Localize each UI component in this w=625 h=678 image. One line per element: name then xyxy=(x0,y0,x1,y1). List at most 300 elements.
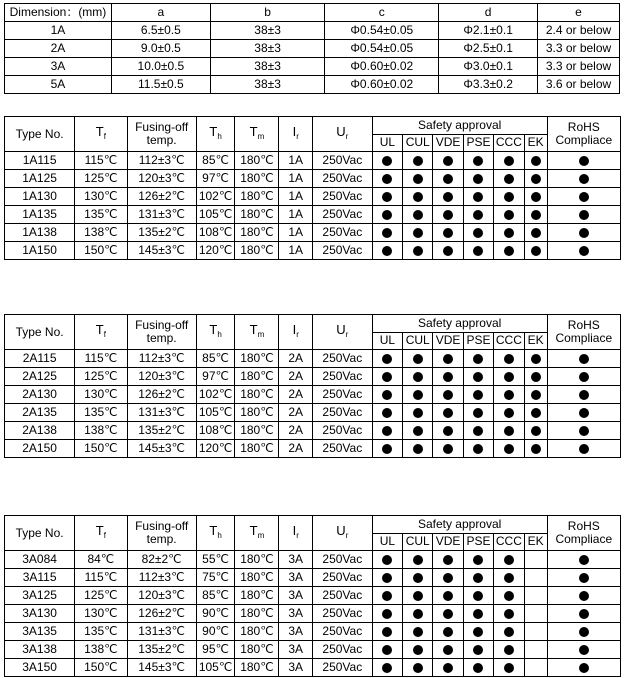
approval-cell xyxy=(372,170,402,188)
spec-header-row xyxy=(5,117,621,135)
dimension-header-cell: a xyxy=(111,4,210,22)
cell-th: 97℃ xyxy=(196,170,235,188)
approval-cell xyxy=(433,605,463,623)
cell-th: 120℃ xyxy=(196,242,235,260)
approval-cell xyxy=(372,641,402,659)
approval-dot-icon xyxy=(413,246,423,256)
approval-dot-icon xyxy=(443,192,453,202)
cell-ir: 3A xyxy=(279,605,313,623)
approval-dot-icon xyxy=(504,408,514,418)
approval-cell xyxy=(433,422,463,440)
cell-fus: 120±3℃ xyxy=(127,170,196,188)
dimension-cell: 3.6 or below xyxy=(538,76,620,94)
approval-dot-icon xyxy=(443,174,453,184)
approval-dot-icon xyxy=(443,372,453,382)
tf-header-subscript: f xyxy=(103,330,106,339)
approval-cell xyxy=(494,422,524,440)
cell-type: 3A084 xyxy=(5,551,75,569)
rohs-cell xyxy=(547,569,620,587)
approval-cell xyxy=(494,623,524,641)
approval-cell xyxy=(494,242,524,260)
approval-cell xyxy=(463,641,493,659)
agency-header: PSE xyxy=(463,332,493,350)
ir-header xyxy=(279,315,313,350)
cell-ur: 250Vac xyxy=(312,350,372,368)
cell-ur: 250Vac xyxy=(312,587,372,605)
rohs-dot-icon xyxy=(579,645,589,655)
approval-dot-icon xyxy=(443,390,453,400)
dimension-cell: 9.0±0.5 xyxy=(111,40,210,58)
approval-cell xyxy=(372,386,402,404)
spec-header-row xyxy=(5,516,621,534)
ur-header-symbol: U xyxy=(336,523,346,538)
tm-header-subscript: m xyxy=(257,132,265,141)
approval-cell xyxy=(494,224,524,242)
approval-cell xyxy=(524,422,547,440)
fusing-off-header: Fusing-off temp. xyxy=(127,117,196,152)
cell-fus: 131±3℃ xyxy=(127,404,196,422)
rohs-cell xyxy=(547,404,620,422)
approval-dot-icon xyxy=(382,246,392,256)
approval-dot-icon xyxy=(473,444,483,454)
spec-row xyxy=(5,152,621,170)
approval-cell xyxy=(463,152,493,170)
cell-th: 90℃ xyxy=(196,623,235,641)
cell-ir: 3A xyxy=(279,569,313,587)
approval-dot-icon xyxy=(473,627,483,637)
approval-dot-icon xyxy=(504,246,514,256)
approval-dot-icon xyxy=(504,444,514,454)
approval-dot-icon xyxy=(473,210,483,220)
rohs-dot-icon xyxy=(579,609,589,619)
cell-type: 3A130 xyxy=(5,605,75,623)
rohs-cell xyxy=(547,368,620,386)
approval-dot-icon xyxy=(443,210,453,220)
tm-header-subscript: m xyxy=(257,330,265,339)
approval-dot-icon xyxy=(504,354,514,364)
cell-tm: 180℃ xyxy=(235,224,279,242)
agency-header: VDE xyxy=(433,134,463,152)
approval-dot-icon xyxy=(382,663,392,673)
cell-ir: 1A xyxy=(279,170,313,188)
cell-th: 105℃ xyxy=(196,659,235,677)
approval-dot-icon xyxy=(531,156,541,166)
approval-cell xyxy=(463,404,493,422)
approval-dot-icon xyxy=(504,390,514,400)
rohs-dot-icon xyxy=(579,174,589,184)
approval-dot-icon xyxy=(443,408,453,418)
cell-tm: 180℃ xyxy=(235,350,279,368)
th-header-subscript: h xyxy=(217,531,222,540)
approval-dot-icon xyxy=(413,627,423,637)
cell-ir: 3A xyxy=(279,641,313,659)
cell-tm: 180℃ xyxy=(235,368,279,386)
approval-dot-icon xyxy=(473,663,483,673)
approval-cell xyxy=(524,569,547,587)
tm-header-symbol: T xyxy=(249,322,258,337)
approval-cell xyxy=(433,170,463,188)
cell-tf: 135℃ xyxy=(75,623,127,641)
cell-th: 105℃ xyxy=(196,206,235,224)
approval-cell xyxy=(433,206,463,224)
cell-th: 102℃ xyxy=(196,386,235,404)
approval-dot-icon xyxy=(473,408,483,418)
cell-fus: 112±3℃ xyxy=(127,569,196,587)
spec-row xyxy=(5,224,621,242)
rohs-dot-icon xyxy=(579,372,589,382)
rohs-header: RoHS Compliace xyxy=(547,315,620,350)
cell-fus: 112±3℃ xyxy=(127,152,196,170)
approval-dot-icon xyxy=(473,390,483,400)
approval-cell xyxy=(372,623,402,641)
spec-row xyxy=(5,569,621,587)
tm-header xyxy=(235,516,279,551)
cell-th: 105℃ xyxy=(196,404,235,422)
approval-dot-icon xyxy=(473,645,483,655)
th-header-symbol: T xyxy=(209,124,218,139)
dimension-cell: 2.4 or below xyxy=(538,22,620,40)
approval-dot-icon xyxy=(504,609,514,619)
cell-ir: 3A xyxy=(279,623,313,641)
approval-dot-icon xyxy=(443,246,453,256)
cell-fus: 131±3℃ xyxy=(127,623,196,641)
cell-ur: 250Vac xyxy=(312,170,372,188)
approval-cell xyxy=(463,422,493,440)
dimension-cell: Φ2.5±0.1 xyxy=(439,40,538,58)
cell-ur: 250Vac xyxy=(312,659,372,677)
dimension-cell: Φ0.60±0.02 xyxy=(325,58,439,76)
agency-header: UL xyxy=(372,533,402,551)
cell-ir: 1A xyxy=(279,224,313,242)
approval-cell xyxy=(433,152,463,170)
cell-fus: 126±2℃ xyxy=(127,188,196,206)
approval-dot-icon xyxy=(413,372,423,382)
cell-ur: 250Vac xyxy=(312,188,372,206)
dimension-cell: Φ2.1±0.1 xyxy=(439,22,538,40)
dimension-header-cell: Dimension：(mm) xyxy=(5,4,112,22)
approval-cell xyxy=(372,404,402,422)
approval-dot-icon xyxy=(443,354,453,364)
tm-header xyxy=(235,117,279,152)
spec-header-row xyxy=(5,315,621,333)
cell-tf: 135℃ xyxy=(75,404,127,422)
dimension-cell: 38±3 xyxy=(210,22,325,40)
cell-type: 3A138 xyxy=(5,641,75,659)
rohs-cell xyxy=(547,659,620,677)
spec-row xyxy=(5,659,621,677)
cell-fus: 131±3℃ xyxy=(127,206,196,224)
approval-dot-icon xyxy=(443,156,453,166)
safety-approval-header: Safety approval xyxy=(372,516,547,534)
spec-row xyxy=(5,404,621,422)
ir-header-symbol: I xyxy=(292,124,297,139)
approval-cell xyxy=(524,440,547,458)
approval-cell xyxy=(463,170,493,188)
approval-cell xyxy=(463,350,493,368)
rohs-dot-icon xyxy=(579,354,589,364)
cell-type: 3A115 xyxy=(5,569,75,587)
approval-dot-icon xyxy=(413,426,423,436)
spec-row xyxy=(5,170,621,188)
cell-type: 1A150 xyxy=(5,242,75,260)
spec-row xyxy=(5,350,621,368)
safety-approval-header: Safety approval xyxy=(372,117,547,135)
approval-dot-icon xyxy=(504,627,514,637)
approval-dot-icon xyxy=(531,354,541,364)
approval-dot-icon xyxy=(413,609,423,619)
dimension-cell: Φ0.60±0.02 xyxy=(325,76,439,94)
approval-dot-icon xyxy=(413,591,423,601)
cell-type: 2A138 xyxy=(5,422,75,440)
ir-header xyxy=(279,117,313,152)
approval-cell xyxy=(403,404,433,422)
approval-dot-icon xyxy=(473,174,483,184)
approval-cell xyxy=(494,170,524,188)
approval-dot-icon xyxy=(382,444,392,454)
rohs-header: RoHS Compliace xyxy=(547,516,620,551)
cell-tf: 125℃ xyxy=(75,170,127,188)
spec-row xyxy=(5,440,621,458)
cell-tm: 180℃ xyxy=(235,641,279,659)
approval-cell xyxy=(372,188,402,206)
approval-cell xyxy=(403,350,433,368)
cell-fus: 135±2℃ xyxy=(127,641,196,659)
approval-cell xyxy=(494,368,524,386)
ir-header-symbol: I xyxy=(292,322,297,337)
approval-cell xyxy=(494,404,524,422)
approval-cell xyxy=(524,350,547,368)
approval-dot-icon xyxy=(531,390,541,400)
dimension-header-cell: e xyxy=(538,4,620,22)
type-no-header: Type No. xyxy=(5,315,75,350)
cell-tm: 180℃ xyxy=(235,386,279,404)
approval-cell xyxy=(524,368,547,386)
agency-header: CUL xyxy=(403,533,433,551)
rohs-dot-icon xyxy=(579,444,589,454)
cell-type: 2A125 xyxy=(5,368,75,386)
rohs-dot-icon xyxy=(579,228,589,238)
approval-cell xyxy=(524,224,547,242)
fusing-off-header: Fusing-off temp. xyxy=(127,315,196,350)
dimension-table xyxy=(4,3,620,94)
dimension-cell: 38±3 xyxy=(210,76,325,94)
cell-tm: 180℃ xyxy=(235,659,279,677)
approval-cell xyxy=(494,206,524,224)
cell-ur: 250Vac xyxy=(312,386,372,404)
cell-type: 3A125 xyxy=(5,587,75,605)
cell-ur: 250Vac xyxy=(312,224,372,242)
approval-dot-icon xyxy=(504,228,514,238)
cell-tf: 115℃ xyxy=(75,569,127,587)
approval-dot-icon xyxy=(473,555,483,565)
approval-cell xyxy=(494,551,524,569)
cell-ur: 250Vac xyxy=(312,623,372,641)
approval-dot-icon xyxy=(382,627,392,637)
approval-cell xyxy=(463,623,493,641)
cell-fus: 120±3℃ xyxy=(127,368,196,386)
dimension-cell: Φ0.54±0.05 xyxy=(325,22,439,40)
rohs-cell xyxy=(547,242,620,260)
agency-header: CCC xyxy=(494,533,524,551)
approval-cell xyxy=(524,551,547,569)
approval-cell xyxy=(403,659,433,677)
ur-header-symbol: U xyxy=(336,124,346,139)
tf-header-subscript: f xyxy=(103,531,106,540)
ur-header xyxy=(312,117,372,152)
approval-cell xyxy=(524,641,547,659)
ir-header xyxy=(279,516,313,551)
approval-dot-icon xyxy=(413,354,423,364)
rohs-dot-icon xyxy=(579,591,589,601)
approval-dot-icon xyxy=(473,372,483,382)
rohs-cell xyxy=(547,587,620,605)
rohs-cell xyxy=(547,350,620,368)
rohs-cell xyxy=(547,152,620,170)
agency-header: VDE xyxy=(433,533,463,551)
approval-cell xyxy=(463,224,493,242)
cell-tm: 180℃ xyxy=(235,242,279,260)
dimension-cell: 3.3 or below xyxy=(538,40,620,58)
approval-cell xyxy=(463,188,493,206)
approval-cell xyxy=(372,242,402,260)
safety-approval-header: Safety approval xyxy=(372,315,547,333)
approval-cell xyxy=(433,569,463,587)
cell-fus: 126±2℃ xyxy=(127,386,196,404)
approval-dot-icon xyxy=(531,444,541,454)
approval-cell xyxy=(433,623,463,641)
approval-cell xyxy=(524,206,547,224)
approval-dot-icon xyxy=(443,228,453,238)
approval-cell xyxy=(494,587,524,605)
cell-ur: 250Vac xyxy=(312,551,372,569)
spec-row xyxy=(5,188,621,206)
cell-tm: 180℃ xyxy=(235,605,279,623)
th-header-symbol: T xyxy=(209,523,218,538)
cell-type: 2A150 xyxy=(5,440,75,458)
rohs-dot-icon xyxy=(579,192,589,202)
approval-dot-icon xyxy=(473,354,483,364)
cell-ir: 1A xyxy=(279,188,313,206)
approval-dot-icon xyxy=(413,210,423,220)
approval-dot-icon xyxy=(443,645,453,655)
rohs-cell xyxy=(547,641,620,659)
cell-ur: 250Vac xyxy=(312,206,372,224)
approval-dot-icon xyxy=(413,555,423,565)
spec-row xyxy=(5,206,621,224)
approval-dot-icon xyxy=(413,192,423,202)
rohs-dot-icon xyxy=(579,573,589,583)
spec-row xyxy=(5,422,621,440)
tf-header xyxy=(75,315,127,350)
ur-header xyxy=(312,315,372,350)
approval-dot-icon xyxy=(382,192,392,202)
dimension-row xyxy=(5,22,620,40)
ur-header-subscript: r xyxy=(345,330,349,339)
approval-dot-icon xyxy=(413,645,423,655)
approval-cell xyxy=(524,188,547,206)
approval-cell xyxy=(463,587,493,605)
approval-cell xyxy=(403,368,433,386)
approval-cell xyxy=(494,569,524,587)
spec-table-1a xyxy=(4,116,621,260)
agency-header: PSE xyxy=(463,533,493,551)
dimension-cell: 3.3 or below xyxy=(538,58,620,76)
cell-type: 1A125 xyxy=(5,170,75,188)
cell-tf: 130℃ xyxy=(75,188,127,206)
dimension-cell: Φ0.54±0.05 xyxy=(325,40,439,58)
approval-cell xyxy=(403,569,433,587)
th-header-subscript: h xyxy=(217,132,222,141)
approval-dot-icon xyxy=(531,408,541,418)
approval-cell xyxy=(403,386,433,404)
rohs-dot-icon xyxy=(579,156,589,166)
spec-table-2a xyxy=(4,314,621,458)
approval-dot-icon xyxy=(504,426,514,436)
approval-cell xyxy=(524,623,547,641)
approval-cell xyxy=(403,422,433,440)
cell-tm: 180℃ xyxy=(235,551,279,569)
approval-dot-icon xyxy=(382,390,392,400)
approval-cell xyxy=(463,605,493,623)
approval-cell xyxy=(524,242,547,260)
approval-cell xyxy=(463,659,493,677)
approval-dot-icon xyxy=(504,156,514,166)
approval-cell xyxy=(494,188,524,206)
approval-cell xyxy=(403,440,433,458)
approval-dot-icon xyxy=(382,408,392,418)
approval-cell xyxy=(433,551,463,569)
cell-fus: 145±3℃ xyxy=(127,659,196,677)
cell-th: 85℃ xyxy=(196,152,235,170)
approval-dot-icon xyxy=(413,663,423,673)
rohs-header: RoHS Compliace xyxy=(547,117,620,152)
approval-cell xyxy=(372,368,402,386)
cell-tm: 180℃ xyxy=(235,440,279,458)
th-header xyxy=(196,117,235,152)
dimension-cell: Φ3.3±0.2 xyxy=(439,76,538,94)
approval-cell xyxy=(372,422,402,440)
cell-ir: 3A xyxy=(279,551,313,569)
cell-ur: 250Vac xyxy=(312,242,372,260)
approval-dot-icon xyxy=(504,210,514,220)
approval-cell xyxy=(372,569,402,587)
dimension-header-cell: d xyxy=(439,4,538,22)
approval-dot-icon xyxy=(443,555,453,565)
cell-tm: 180℃ xyxy=(235,569,279,587)
approval-dot-icon xyxy=(382,174,392,184)
approval-dot-icon xyxy=(531,246,541,256)
cell-tf: 115℃ xyxy=(75,152,127,170)
rohs-dot-icon xyxy=(579,390,589,400)
rohs-dot-icon xyxy=(579,246,589,256)
agency-header: EK xyxy=(524,332,547,350)
approval-cell xyxy=(403,587,433,605)
rohs-dot-icon xyxy=(579,408,589,418)
tm-header-symbol: T xyxy=(249,523,258,538)
approval-cell xyxy=(433,659,463,677)
approval-cell xyxy=(433,404,463,422)
cell-th: 55℃ xyxy=(196,551,235,569)
rohs-dot-icon xyxy=(579,555,589,565)
agency-header: CCC xyxy=(494,134,524,152)
approval-cell xyxy=(494,659,524,677)
dimension-cell: Φ3.0±0.1 xyxy=(439,58,538,76)
approval-cell xyxy=(433,242,463,260)
approval-cell xyxy=(372,551,402,569)
approval-dot-icon xyxy=(473,228,483,238)
approval-dot-icon xyxy=(473,591,483,601)
approval-cell xyxy=(524,386,547,404)
